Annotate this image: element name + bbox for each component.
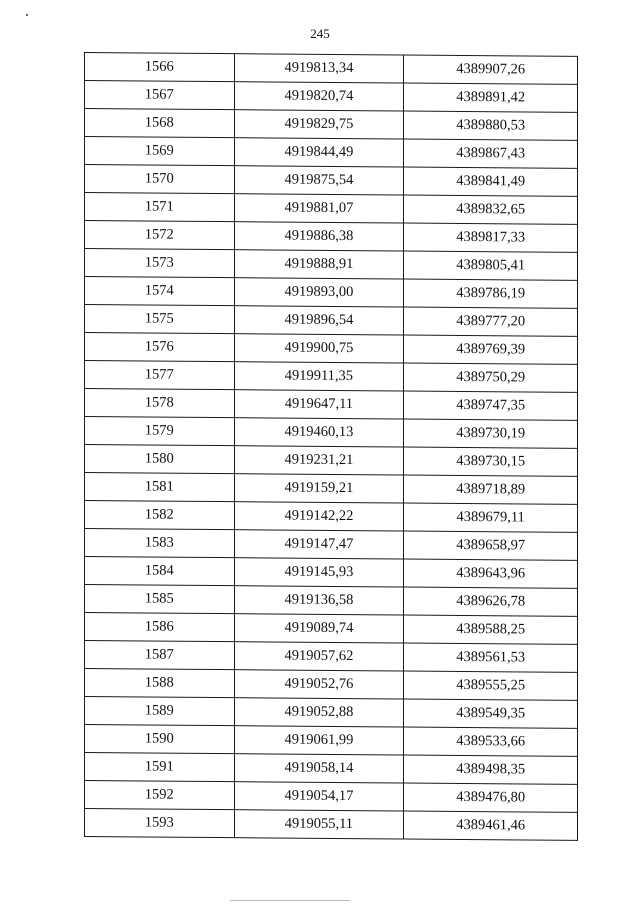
y-coordinate-cell: 4389533,66 [404, 727, 578, 756]
y-coordinate-cell: 4389718,89 [404, 475, 578, 504]
point-number-cell: 1584 [85, 557, 235, 586]
point-number-cell: 1587 [85, 641, 235, 670]
x-coordinate-cell: 4919052,76 [234, 670, 404, 699]
point-number-cell: 1586 [85, 613, 235, 642]
x-coordinate-cell: 4919052,88 [234, 698, 404, 727]
point-number-cell: 1581 [85, 473, 235, 502]
table-row [85, 697, 578, 729]
x-coordinate-cell: 4919061,99 [234, 726, 404, 755]
table-row [85, 529, 578, 561]
table-row [85, 361, 578, 393]
table-row [85, 753, 578, 785]
point-number-cell: 1574 [85, 277, 235, 306]
table-row [85, 53, 578, 85]
y-coordinate-cell: 4389561,53 [404, 643, 578, 672]
y-coordinate-cell: 4389747,35 [404, 391, 578, 420]
point-number-cell: 1593 [85, 809, 235, 838]
point-number-cell: 1575 [85, 305, 235, 334]
y-coordinate-cell: 4389891,42 [404, 83, 578, 112]
point-number-cell: 1570 [85, 165, 235, 194]
point-number-cell: 1588 [85, 669, 235, 698]
point-number-cell: 1592 [85, 781, 235, 810]
table-row [85, 109, 578, 141]
x-coordinate-cell: 4919089,74 [234, 614, 404, 643]
point-number-cell: 1568 [85, 109, 235, 138]
x-coordinate-cell: 4919911,35 [234, 362, 404, 391]
point-number-cell: 1583 [85, 529, 235, 558]
table-row [85, 249, 578, 281]
x-coordinate-cell: 4919058,14 [234, 754, 404, 783]
point-number-cell: 1579 [85, 417, 235, 446]
x-coordinate-cell: 4919829,75 [234, 110, 404, 139]
table-row [85, 221, 578, 253]
point-number-cell: 1589 [85, 697, 235, 726]
point-number-cell: 1585 [85, 585, 235, 614]
table-row [85, 305, 578, 337]
y-coordinate-cell: 4389769,39 [404, 335, 578, 364]
x-coordinate-cell: 4919647,11 [234, 390, 404, 419]
x-coordinate-cell: 4919231,21 [234, 446, 404, 475]
point-number-cell: 1577 [85, 361, 235, 390]
y-coordinate-cell: 4389679,11 [404, 503, 578, 532]
y-coordinate-cell: 4389832,65 [404, 195, 578, 224]
x-coordinate-cell: 4919893,00 [234, 278, 404, 307]
x-coordinate-cell: 4919896,54 [234, 306, 404, 335]
point-number-cell: 1580 [85, 445, 235, 474]
y-coordinate-cell: 4389498,35 [404, 755, 578, 784]
point-number-cell: 1578 [85, 389, 235, 418]
y-coordinate-cell: 4389549,35 [404, 699, 578, 728]
x-coordinate-cell: 4919881,07 [234, 194, 404, 223]
table-row [85, 137, 578, 169]
table-row [85, 277, 578, 309]
x-coordinate-cell: 4919813,34 [234, 54, 404, 83]
x-coordinate-cell: 4919875,54 [234, 166, 404, 195]
point-number-cell: 1591 [85, 753, 235, 782]
x-coordinate-cell: 4919820,74 [234, 82, 404, 111]
x-coordinate-cell: 4919136,58 [234, 586, 404, 615]
x-coordinate-cell: 4919145,93 [234, 558, 404, 587]
y-coordinate-cell: 4389643,96 [404, 559, 578, 588]
point-number-cell: 1573 [85, 249, 235, 278]
table-row [85, 669, 578, 701]
table-row [85, 585, 578, 617]
y-coordinate-cell: 4389817,33 [404, 223, 578, 252]
x-coordinate-cell: 4919460,13 [234, 418, 404, 447]
y-coordinate-cell: 4389658,97 [404, 531, 578, 560]
point-number-cell: 1571 [85, 193, 235, 222]
y-coordinate-cell: 4389805,41 [404, 251, 578, 280]
x-coordinate-cell: 4919888,91 [234, 250, 404, 279]
table-row [85, 389, 578, 421]
x-coordinate-cell: 4919900,75 [234, 334, 404, 363]
table-row [85, 613, 578, 645]
table-row [85, 81, 578, 113]
coordinates-table-body [85, 53, 578, 841]
point-number-cell: 1572 [85, 221, 235, 250]
table-row [85, 333, 578, 365]
y-coordinate-cell: 4389750,29 [404, 363, 578, 392]
table-row [85, 473, 578, 505]
table-row [85, 641, 578, 673]
y-coordinate-cell: 4389880,53 [404, 111, 578, 140]
table-row [85, 725, 578, 757]
y-coordinate-cell: 4389907,26 [404, 55, 578, 84]
y-coordinate-cell: 4389555,25 [404, 671, 578, 700]
scan-speck [26, 14, 28, 16]
table-row [85, 809, 578, 841]
y-coordinate-cell: 4389730,19 [404, 419, 578, 448]
y-coordinate-cell: 4389867,43 [404, 139, 578, 168]
x-coordinate-cell: 4919057,62 [234, 642, 404, 671]
y-coordinate-cell: 4389476,80 [404, 783, 578, 812]
x-coordinate-cell: 4919159,21 [234, 474, 404, 503]
table-row [85, 501, 578, 533]
y-coordinate-cell: 4389841,49 [404, 167, 578, 196]
y-coordinate-cell: 4389777,20 [404, 307, 578, 336]
x-coordinate-cell: 4919055,11 [234, 810, 404, 839]
table-row [85, 165, 578, 197]
x-coordinate-cell: 4919147,47 [234, 530, 404, 559]
table-row [85, 781, 578, 813]
point-number-cell: 1566 [85, 53, 235, 82]
point-number-cell: 1567 [85, 81, 235, 110]
table-row [85, 445, 578, 477]
table-row [85, 193, 578, 225]
x-coordinate-cell: 4919054,17 [234, 782, 404, 811]
y-coordinate-cell: 4389461,46 [404, 811, 578, 840]
point-number-cell: 1582 [85, 501, 235, 530]
y-coordinate-cell: 4389626,78 [404, 587, 578, 616]
y-coordinate-cell: 4389730,15 [404, 447, 578, 476]
page-number: 245 [310, 26, 330, 41]
scan-edge-line [230, 900, 350, 901]
point-number-cell: 1576 [85, 333, 235, 362]
table-row [85, 557, 578, 589]
coordinates-table [84, 52, 578, 841]
y-coordinate-cell: 4389786,19 [404, 279, 578, 308]
x-coordinate-cell: 4919142,22 [234, 502, 404, 531]
x-coordinate-cell: 4919886,38 [234, 222, 404, 251]
point-number-cell: 1569 [85, 137, 235, 166]
point-number-cell: 1590 [85, 725, 235, 754]
x-coordinate-cell: 4919844,49 [234, 138, 404, 167]
table-row [85, 417, 578, 449]
y-coordinate-cell: 4389588,25 [404, 615, 578, 644]
